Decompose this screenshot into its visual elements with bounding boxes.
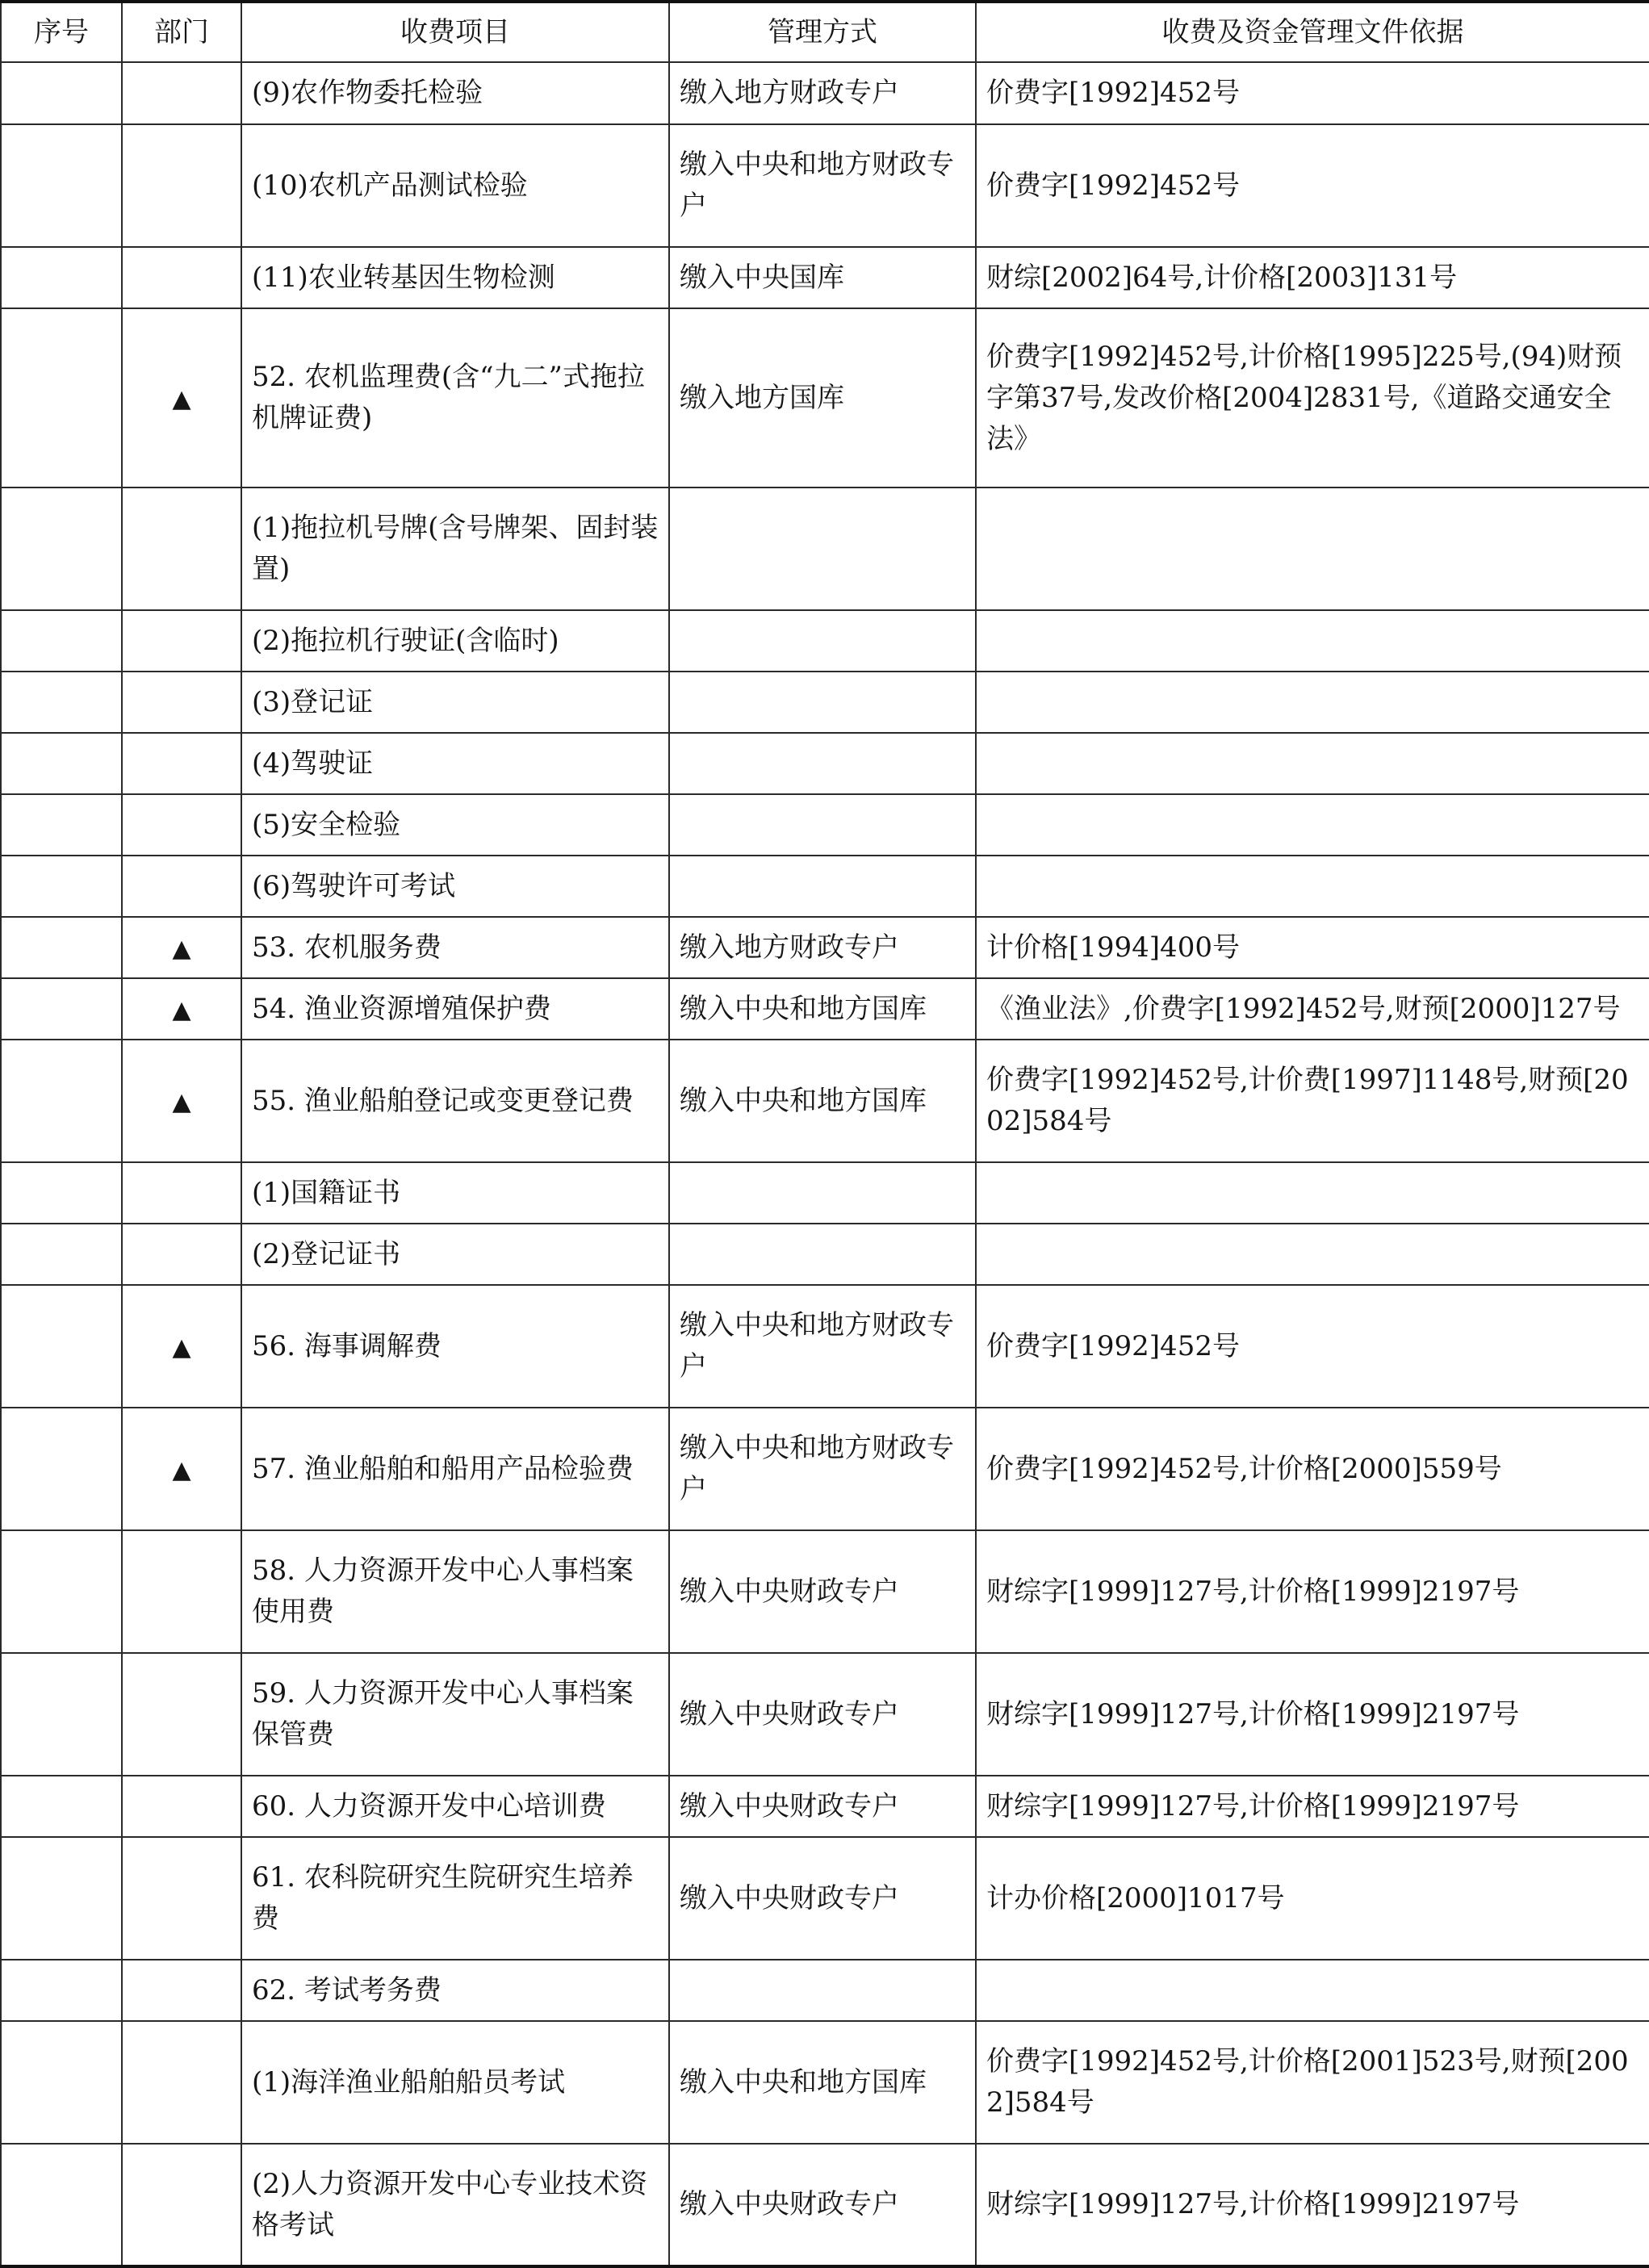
management-method-text: 缴入中央和地方国库 bbox=[680, 1084, 927, 1117]
seq-cell bbox=[1, 62, 122, 124]
document-basis bbox=[976, 1285, 1649, 1408]
dept-marker bbox=[122, 1162, 241, 1224]
fee-item bbox=[241, 1653, 669, 1776]
seq-cell bbox=[1, 247, 122, 308]
document-basis-text: 财综字[1999]127号,计价格[1999]2197号 bbox=[986, 1697, 1520, 1730]
table-row bbox=[1, 487, 1649, 610]
management-method bbox=[669, 856, 976, 917]
dept-marker bbox=[122, 1040, 241, 1162]
fee-item-text: 55. 渔业船舶登记或变更登记费 bbox=[252, 1084, 634, 1117]
fee-item-text: (3)登记证 bbox=[252, 685, 374, 718]
document-basis bbox=[976, 308, 1649, 487]
management-method-text: 缴入中央和地方国库 bbox=[680, 2065, 927, 2099]
dept-marker bbox=[122, 794, 241, 856]
seq-cell bbox=[1, 2144, 122, 2266]
seq-cell bbox=[1, 917, 122, 978]
table-row bbox=[1, 1776, 1649, 1837]
document-basis bbox=[976, 124, 1649, 247]
table-row bbox=[1, 917, 1649, 978]
fee-item bbox=[241, 487, 669, 610]
seq-cell bbox=[1, 1960, 122, 2021]
management-method bbox=[669, 978, 976, 1040]
fee-item bbox=[241, 1040, 669, 1162]
table-row bbox=[1, 978, 1649, 1040]
dept-marker bbox=[122, 247, 241, 308]
table-row bbox=[1, 856, 1649, 917]
document-basis-text: 价费字[1992]452号 bbox=[986, 77, 1240, 109]
document-basis-text: 财综字[1999]127号,计价格[1999]2197号 bbox=[986, 1575, 1520, 1608]
document-basis-text: 财综字[1999]127号,计价格[1999]2197号 bbox=[986, 1789, 1520, 1822]
table-row bbox=[1, 2144, 1649, 2266]
management-method bbox=[669, 62, 976, 124]
seq-cell bbox=[1, 856, 122, 917]
fee-item-text: 56. 海事调解费 bbox=[252, 1329, 442, 1362]
dept-marker bbox=[122, 1837, 241, 1960]
management-method bbox=[669, 733, 976, 794]
fee-item-text: 60. 人力资源开发中心培训费 bbox=[252, 1789, 606, 1822]
fee-item-text: (9)农作物委托检验 bbox=[252, 77, 483, 109]
fee-item-text: (1)海洋渔业船舶船员考试 bbox=[252, 2065, 566, 2099]
seq-cell bbox=[1, 978, 122, 1040]
management-method-text: 缴入中央财政专户 bbox=[680, 1697, 899, 1730]
document-basis bbox=[976, 733, 1649, 794]
header-seq: 序号 bbox=[1, 2, 122, 62]
seq-cell bbox=[1, 1408, 122, 1530]
document-basis bbox=[976, 1162, 1649, 1224]
table-row bbox=[1, 1530, 1649, 1653]
seq-cell bbox=[1, 1653, 122, 1776]
management-method bbox=[669, 794, 976, 856]
table-row bbox=[1, 1653, 1649, 1776]
management-method bbox=[669, 2144, 976, 2266]
document-basis bbox=[976, 1653, 1649, 1776]
seq-cell bbox=[1, 2021, 122, 2144]
table-row bbox=[1, 1960, 1649, 2021]
dept-marker-text: ▲ bbox=[172, 1087, 191, 1116]
table-row bbox=[1, 308, 1649, 487]
document-basis bbox=[976, 2144, 1649, 2266]
fee-item-text: 57. 渔业船舶和船用产品检验费 bbox=[252, 1452, 634, 1485]
fee-item-text: 62. 考试考务费 bbox=[252, 1973, 442, 2006]
dept-marker bbox=[122, 1776, 241, 1837]
fee-item bbox=[241, 1530, 669, 1653]
document-basis bbox=[976, 1408, 1649, 1530]
seq-cell bbox=[1, 124, 122, 247]
document-basis-text: 财综[2002]64号,计价格[2003]131号 bbox=[986, 261, 1458, 294]
dept-marker bbox=[122, 308, 241, 487]
seq-cell bbox=[1, 1040, 122, 1162]
management-method bbox=[669, 917, 976, 978]
document-basis bbox=[976, 1960, 1649, 2021]
document-basis bbox=[976, 247, 1649, 308]
fee-item-text: 58. 人力资源开发中心人事档案使用费 bbox=[252, 1555, 634, 1628]
fee-item-text: (5)安全检验 bbox=[252, 808, 401, 841]
management-method bbox=[669, 1776, 976, 1837]
seq-cell bbox=[1, 610, 122, 672]
fee-item bbox=[241, 2144, 669, 2266]
table-row bbox=[1, 1285, 1649, 1408]
table-row bbox=[1, 124, 1649, 247]
document-basis bbox=[976, 856, 1649, 917]
document-basis bbox=[976, 794, 1649, 856]
document-basis-text: 价费字[1992]452号,计价费[1997]1148号,财预[2002]584号 bbox=[986, 1064, 1629, 1137]
table-row bbox=[1, 610, 1649, 672]
fee-item-text: 61. 农科院研究生院研究生培养费 bbox=[252, 1861, 634, 1935]
table-row bbox=[1, 672, 1649, 733]
dept-marker bbox=[122, 1530, 241, 1653]
management-method-text: 缴入中央财政专户 bbox=[680, 1881, 899, 1914]
fee-item bbox=[241, 62, 669, 124]
dept-marker bbox=[122, 1653, 241, 1776]
dept-marker-text: ▲ bbox=[172, 384, 191, 413]
document-basis-text: 价费字[1992]452号 bbox=[986, 169, 1240, 202]
fee-item-text: (2)拖拉机行驶证(含临时) bbox=[252, 624, 559, 657]
management-method bbox=[669, 1530, 976, 1653]
management-method-text: 缴入中央和地方财政专户 bbox=[680, 149, 954, 222]
management-method-text: 缴入中央财政专户 bbox=[680, 1575, 899, 1608]
dept-marker bbox=[122, 672, 241, 733]
document-basis-text: 价费字[1992]452号,计价格[2000]559号 bbox=[986, 1452, 1502, 1485]
fee-item bbox=[241, 1408, 669, 1530]
document-basis-text: 价费字[1992]452号,计价格[2001]523号,财预[2002]584号 bbox=[986, 2045, 1629, 2119]
management-method bbox=[669, 672, 976, 733]
table-row bbox=[1, 1224, 1649, 1285]
management-method-text: 缴入中央国库 bbox=[680, 261, 844, 294]
fee-item-text: (11)农业转基因生物检测 bbox=[252, 261, 555, 294]
fee-item bbox=[241, 247, 669, 308]
seq-cell bbox=[1, 1530, 122, 1653]
document-basis-text: 计价格[1994]400号 bbox=[986, 931, 1240, 964]
document-basis bbox=[976, 1040, 1649, 1162]
dept-marker bbox=[122, 856, 241, 917]
fee-item bbox=[241, 733, 669, 794]
dept-marker-text: ▲ bbox=[172, 934, 191, 963]
management-method-text: 缴入中央和地方财政专户 bbox=[680, 1309, 954, 1383]
document-basis bbox=[976, 487, 1649, 610]
fee-item-text: (1)国籍证书 bbox=[252, 1176, 401, 1209]
management-method-text: 缴入中央和地方财政专户 bbox=[680, 1432, 954, 1505]
dept-marker bbox=[122, 2144, 241, 2266]
fee-item bbox=[241, 1837, 669, 1960]
management-method bbox=[669, 487, 976, 610]
dept-marker bbox=[122, 1285, 241, 1408]
table-row bbox=[1, 1162, 1649, 1224]
management-method bbox=[669, 610, 976, 672]
management-method bbox=[669, 1162, 976, 1224]
fee-item-text: (1)拖拉机号牌(含号牌架、固封装置) bbox=[252, 512, 659, 585]
table-row bbox=[1, 1040, 1649, 1162]
header-item: 收费项目 bbox=[241, 2, 669, 62]
document-basis-text: 价费字[1992]452号,计价格[1995]225号,(94)财预字第37号,发改价格[2004]2831号,《道路交通安全法》 bbox=[986, 340, 1622, 455]
document-basis bbox=[976, 2021, 1649, 2144]
fee-item-text: (6)驾驶许可考试 bbox=[252, 869, 456, 902]
fee-item-text: 52. 农机监理费(含“九二”式拖拉机牌证费) bbox=[252, 361, 645, 434]
management-method-text: 缴入中央和地方国库 bbox=[680, 992, 927, 1025]
document-basis bbox=[976, 672, 1649, 733]
fee-item bbox=[241, 1960, 669, 2021]
table-row bbox=[1, 1837, 1649, 1960]
management-method-text: 缴入地方国库 bbox=[680, 381, 844, 414]
seq-cell bbox=[1, 794, 122, 856]
document-basis-text: 《渔业法》,价费字[1992]452号,财预[2000]127号 bbox=[986, 992, 1621, 1025]
fee-item bbox=[241, 1162, 669, 1224]
management-method bbox=[669, 1224, 976, 1285]
fee-item bbox=[241, 610, 669, 672]
fee-item-text: 59. 人力资源开发中心人事档案保管费 bbox=[252, 1677, 634, 1751]
document-basis bbox=[976, 1776, 1649, 1837]
fee-item-text: 54. 渔业资源增殖保护费 bbox=[252, 992, 551, 1025]
document-basis bbox=[976, 610, 1649, 672]
fee-item bbox=[241, 124, 669, 247]
seq-cell bbox=[1, 1837, 122, 1960]
management-method bbox=[669, 1653, 976, 1776]
seq-cell bbox=[1, 487, 122, 610]
dept-marker bbox=[122, 978, 241, 1040]
dept-marker bbox=[122, 610, 241, 672]
document-basis bbox=[976, 1224, 1649, 1285]
dept-marker bbox=[122, 62, 241, 124]
seq-cell bbox=[1, 308, 122, 487]
table-row bbox=[1, 2021, 1649, 2144]
fee-item bbox=[241, 672, 669, 733]
fee-item bbox=[241, 308, 669, 487]
table-row bbox=[1, 1408, 1649, 1530]
dept-marker bbox=[122, 487, 241, 610]
fee-item-text: (10)农机产品测试检验 bbox=[252, 169, 528, 202]
document-basis bbox=[976, 62, 1649, 124]
seq-cell bbox=[1, 1285, 122, 1408]
fee-item-text: (2)人力资源开发中心专业技术资格考试 bbox=[252, 2167, 648, 2241]
header-dept: 部门 bbox=[122, 2, 241, 62]
dept-marker-text: ▲ bbox=[172, 1333, 191, 1362]
dept-marker-text: ▲ bbox=[172, 995, 191, 1024]
management-method-text: 缴入中央财政专户 bbox=[680, 1789, 899, 1822]
management-method bbox=[669, 1285, 976, 1408]
document-basis bbox=[976, 917, 1649, 978]
table-row bbox=[1, 794, 1649, 856]
dept-marker bbox=[122, 124, 241, 247]
management-method-text: 缴入中央财政专户 bbox=[680, 2188, 899, 2220]
management-method bbox=[669, 1408, 976, 1530]
fee-item bbox=[241, 1776, 669, 1837]
fee-item-text: (4)驾驶证 bbox=[252, 747, 374, 780]
dept-marker bbox=[122, 1960, 241, 2021]
management-method-text: 缴入地方财政专户 bbox=[680, 77, 899, 109]
dept-marker bbox=[122, 2021, 241, 2144]
header-basis: 收费及资金管理文件依据 bbox=[976, 2, 1649, 62]
seq-cell bbox=[1, 1776, 122, 1837]
fee-item bbox=[241, 1285, 669, 1408]
management-method bbox=[669, 1960, 976, 2021]
fee-item bbox=[241, 794, 669, 856]
dept-marker bbox=[122, 1224, 241, 1285]
document-basis-text: 价费字[1992]452号 bbox=[986, 1329, 1240, 1362]
management-method bbox=[669, 1837, 976, 1960]
management-method bbox=[669, 2021, 976, 2144]
seq-cell bbox=[1, 1162, 122, 1224]
fee-item bbox=[241, 856, 669, 917]
document-basis bbox=[976, 1530, 1649, 1653]
table-row bbox=[1, 733, 1649, 794]
document-basis-text: 计办价格[2000]1017号 bbox=[986, 1881, 1285, 1914]
document-basis-text: 财综字[1999]127号,计价格[1999]2197号 bbox=[986, 2188, 1520, 2220]
dept-marker-text: ▲ bbox=[172, 1455, 191, 1484]
document-basis bbox=[976, 1837, 1649, 1960]
table-row bbox=[1, 62, 1649, 124]
management-method-text: 缴入地方财政专户 bbox=[680, 931, 899, 964]
header-mgmt: 管理方式 bbox=[669, 2, 976, 62]
seq-cell bbox=[1, 672, 122, 733]
table-row bbox=[1, 247, 1649, 308]
dept-marker bbox=[122, 917, 241, 978]
fee-item bbox=[241, 2021, 669, 2144]
fee-item bbox=[241, 917, 669, 978]
management-method bbox=[669, 308, 976, 487]
fee-item-text: (2)登记证书 bbox=[252, 1237, 401, 1270]
seq-cell bbox=[1, 1224, 122, 1285]
document-basis bbox=[976, 978, 1649, 1040]
fee-item bbox=[241, 978, 669, 1040]
dept-marker bbox=[122, 733, 241, 794]
table-header-row bbox=[1, 2, 1649, 62]
management-method bbox=[669, 124, 976, 247]
fee-item-text: 53. 农机服务费 bbox=[252, 931, 442, 964]
seq-cell bbox=[1, 733, 122, 794]
fee-item bbox=[241, 1224, 669, 1285]
management-method bbox=[669, 1040, 976, 1162]
dept-marker bbox=[122, 1408, 241, 1530]
management-method bbox=[669, 247, 976, 308]
